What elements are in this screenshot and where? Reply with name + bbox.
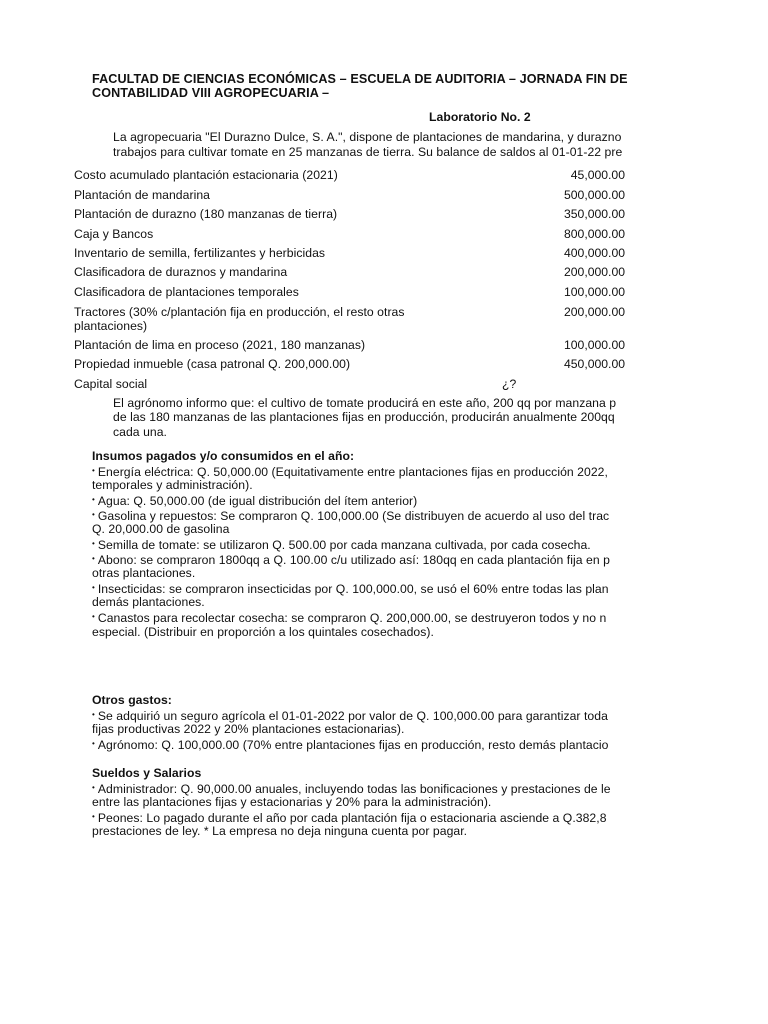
balance-amount: 500,000.00 xyxy=(564,188,625,202)
list-item-cont: fijas productivas 2022 y 20% plantaciones estacionarias). xyxy=(92,722,405,736)
balance-label: Inventario de semilla, fertilizantes y herbicidas xyxy=(74,246,326,260)
list-item-cont: otras plantaciones. xyxy=(92,566,196,580)
bullet-icon: • xyxy=(92,612,95,621)
bullet-icon: • xyxy=(92,495,95,504)
balance-amount: 100,000.00 xyxy=(564,338,625,352)
balance-amount: 200,000.00 xyxy=(564,305,625,319)
balance-amount: 45,000.00 xyxy=(570,168,625,182)
balance-label: Capital social xyxy=(74,377,148,391)
bullet-icon: • xyxy=(92,812,95,821)
list-item: • Peones: Lo pagado durante el año por cada plantación fija o estacionaria asciende a Q.382,8 xyxy=(92,811,607,825)
bullet-icon: • xyxy=(92,510,95,519)
list-item: • Insecticidas: se compraron insecticidas por Q. 100,000.00, se usó el 60% entre todas las plan xyxy=(92,582,609,596)
bullet-icon: • xyxy=(92,710,95,719)
list-item: • Se adquirió un seguro agrícola el 01-01-2022 por valor de Q. 100,000.00 para garantizar toda xyxy=(92,709,608,723)
balance-amount: 400,000.00 xyxy=(564,246,625,260)
bullet-icon: • xyxy=(92,783,95,792)
balance-label: Clasificadora de duraznos y mandarina xyxy=(74,265,288,279)
balance-amount: 100,000.00 xyxy=(564,285,625,299)
balance-label: Propiedad inmueble (casa patronal Q. 200,000.00) xyxy=(74,357,351,371)
list-item: • Gasolina y repuestos: Se compraron Q. 100,000.00 (Se distribuyen de acuerdo al uso del trac xyxy=(92,509,610,523)
list-item: • Canastos para recolectar cosecha: se compraron Q. 200,000.00, se destruyeron todos y no n xyxy=(92,611,607,625)
bullet-icon: • xyxy=(92,466,95,475)
balance-label: Clasificadora de plantaciones temporales xyxy=(74,285,299,299)
list-item: • Abono: se compraron 1800qq a Q. 100.00 c/u utilizado así: 180qq en cada plantación fija en p xyxy=(92,553,610,567)
header-line-2: CONTABILIDAD VIII AGROPECUARIA – xyxy=(92,86,330,100)
balance-amount: 800,000.00 xyxy=(564,227,625,241)
intro-line-2: trabajos para cultivar tomate en 25 manzanas de tierra. Su balance de saldos al 01-01-22 pre xyxy=(113,145,623,159)
agronomo-line-1: El agrónomo informo que: el cultivo de tomate producirá en este año, 200 qq por manzana p xyxy=(113,396,617,410)
list-item: • Agua: Q. 50,000.00 (de igual distribución del ítem anterior) xyxy=(92,494,418,508)
balance-amount: ¿? xyxy=(502,377,517,391)
list-item: • Agrónomo: Q. 100,000.00 (70% entre plantaciones fijas en producción, resto demás plantacio xyxy=(92,738,609,752)
bullet-icon: • xyxy=(92,554,95,563)
list-item-cont: especial. (Distribuir en proporción a los quintales cosechados). xyxy=(92,625,434,639)
insumos-heading: Insumos pagados y/o consumidos en el año: xyxy=(92,449,355,463)
list-item-cont: Q. 20,000.00 de gasolina xyxy=(92,522,230,536)
balance-label: Plantación de mandarina xyxy=(74,188,210,202)
list-item-cont: entre las plantaciones fijas y estacionarias y 20% para la administración). xyxy=(92,795,492,809)
intro-line-1: La agropecuaria "El Durazno Dulce, S. A.", dispone de plantaciones de mandarina, y durazno xyxy=(113,130,622,144)
list-item-cont: prestaciones de ley. * La empresa no deja ninguna cuenta por pagar. xyxy=(92,824,468,838)
balance-label: Costo acumulado plantación estacionaria (2021) xyxy=(74,168,338,182)
list-item-cont: temporales y administración). xyxy=(92,478,253,492)
lab-title: Laboratorio No. 2 xyxy=(429,110,531,124)
list-item-cont: demás plantaciones. xyxy=(92,595,205,609)
list-item: • Semilla de tomate: se utilizaron Q. 500.00 por cada manzana cultivada, por cada cosecha. xyxy=(92,538,591,552)
balance-label-cont: plantaciones) xyxy=(74,319,148,333)
balance-label: Caja y Bancos xyxy=(74,227,154,241)
bullet-icon: • xyxy=(92,539,95,548)
list-item: • Energía eléctrica: Q. 50,000.00 (Equitativamente entre plantaciones fijas en producción 2022, xyxy=(92,465,608,479)
balance-label: Plantación de durazno (180 manzanas de tierra) xyxy=(74,207,338,221)
balance-label: Plantación de lima en proceso (2021, 180 manzanas) xyxy=(74,338,366,352)
otros-heading: Otros gastos: xyxy=(92,693,172,707)
balance-label: Tractores (30% c/plantación fija en producción, el resto otras xyxy=(74,305,405,319)
agronomo-line-3: cada una. xyxy=(113,425,167,439)
bullet-icon: • xyxy=(92,739,95,748)
agronomo-line-2: de las 180 manzanas de las plantaciones fijas en producción, producirán anualmente 200qq xyxy=(113,410,615,424)
list-item: • Administrador: Q. 90,000.00 anuales, incluyendo todas las bonificaciones y prestaciones de le xyxy=(92,782,611,796)
sueldos-heading: Sueldos y Salarios xyxy=(92,766,202,780)
bullet-icon: • xyxy=(92,583,95,592)
balance-amount: 450,000.00 xyxy=(564,357,625,371)
balance-amount: 350,000.00 xyxy=(564,207,625,221)
header-line-1: FACULTAD DE CIENCIAS ECONÓMICAS – ESCUELA DE AUDITORIA – JORNADA FIN DE xyxy=(92,72,628,86)
balance-amount: 200,000.00 xyxy=(564,265,625,279)
